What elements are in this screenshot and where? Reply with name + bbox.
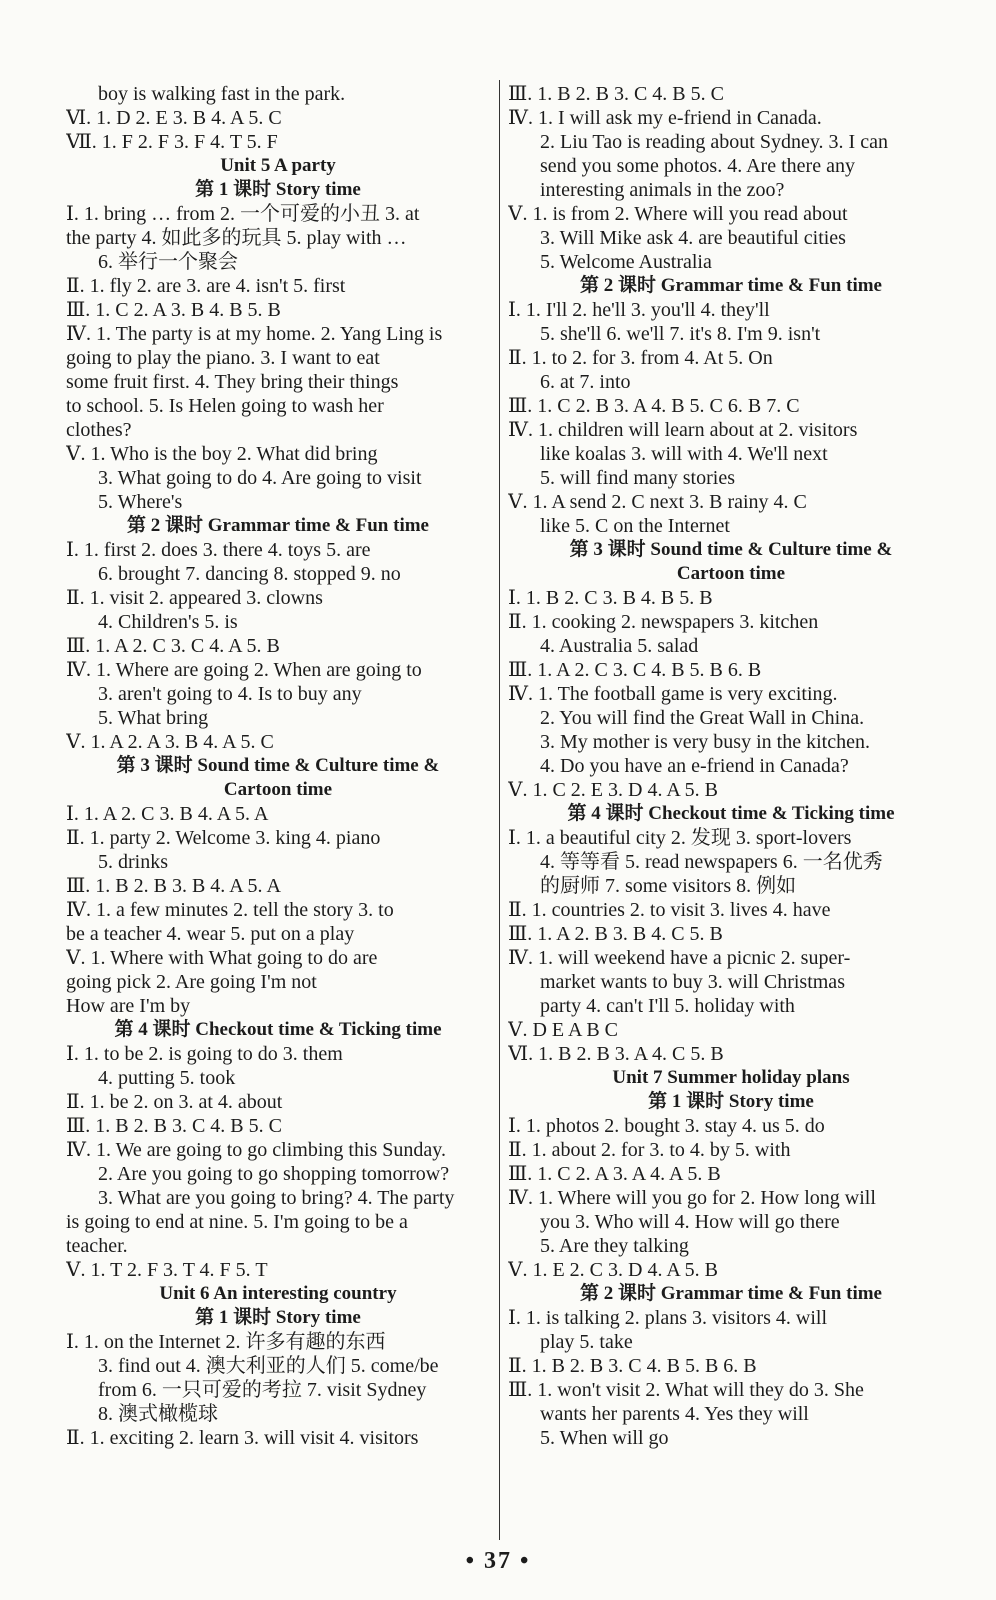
answer-line: 8. 澳式橄榄球 <box>98 1403 218 1425</box>
answer-line: 4. Children's 5. is <box>98 611 238 633</box>
answer-line: 2. You will find the Great Wall in China. <box>540 707 865 729</box>
answer-line: Ⅳ. 1. The football game is very exciting. <box>508 683 838 705</box>
answer-line: Ⅱ. 1. visit 2. appeared 3. clowns <box>66 587 323 609</box>
answer-line: How are I'm by <box>66 995 191 1017</box>
answer-line: Ⅲ. 1. won't visit 2. What will they do 3. She <box>508 1379 864 1401</box>
answer-line: market wants to buy 3. will Christmas <box>540 971 845 993</box>
answer-line: Ⅲ. 1. B 2. B 3. C 4. B 5. C <box>66 1115 282 1137</box>
answer-line: 2. Liu Tao is reading about Sydney. 3. I can <box>540 131 888 153</box>
section-heading: 第 3 课时 Sound time & Culture time & <box>116 755 440 776</box>
answer-line: the party 4. 如此多的玩具 5. play with … <box>66 227 407 249</box>
answer-line: Ⅰ. 1. B 2. C 3. B 4. B 5. B <box>508 587 713 609</box>
answer-line: Ⅳ. 1. The party is at my home. 2. Yang Ling is <box>66 323 443 345</box>
section-heading: Unit 5 A party <box>220 155 336 176</box>
answer-line: Ⅱ. 1. about 2. for 3. to 4. by 5. with <box>508 1139 791 1161</box>
answer-line: Ⅴ. 1. Where with What going to do are <box>66 947 378 969</box>
right-column <box>508 82 954 1450</box>
answer-line: Ⅱ. 1. fly 2. are 3. are 4. isn't 5. first <box>66 275 346 297</box>
section-heading: Unit 7 Summer holiday plans <box>612 1067 850 1088</box>
answer-line: is going to end at nine. 5. I'm going to be a <box>66 1211 408 1233</box>
answer-line: Ⅳ. 1. Where are going 2. When are going to <box>66 659 422 681</box>
answer-line: Ⅰ. 1. to be 2. is going to do 3. them <box>66 1043 343 1065</box>
answer-line: going pick 2. Are going I'm not <box>66 971 317 993</box>
answer-line: Ⅴ. 1. Who is the boy 2. What did bring <box>66 443 378 465</box>
answer-line: be a teacher 4. wear 5. put on a play <box>66 923 355 945</box>
answer-line: boy is walking fast in the park. <box>98 83 346 105</box>
answer-line: Ⅰ. 1. a beautiful city 2. 发现 3. sport-lovers <box>508 827 852 849</box>
answer-line: interesting animals in the zoo? <box>540 179 785 201</box>
answer-line: Ⅰ. 1. is talking 2. plans 3. visitors 4. will <box>508 1307 828 1329</box>
answer-line: going to play the piano. 3. I want to eat <box>66 347 380 369</box>
answer-line: 3. find out 4. 澳大利亚的人们 5. come/be <box>98 1355 439 1377</box>
section-heading: 第 3 课时 Sound time & Culture time & <box>569 539 893 560</box>
answer-line: to school. 5. Is Helen going to wash her <box>66 395 384 417</box>
page-number: • 37 • <box>465 1548 531 1574</box>
answer-line: Ⅱ. 1. cooking 2. newspapers 3. kitchen <box>508 611 819 633</box>
answer-line: Ⅲ. 1. C 2. B 3. A 4. B 5. C 6. B 7. C <box>508 395 800 417</box>
answer-line: from 6. 一只可爱的考拉 7. visit Sydney <box>98 1379 427 1401</box>
answer-line: Ⅴ. 1. C 2. E 3. D 4. A 5. B <box>508 779 719 801</box>
section-heading: 第 2 课时 Grammar time & Fun time <box>579 1283 882 1304</box>
answer-line: 3. My mother is very busy in the kitchen. <box>540 731 870 753</box>
section-heading: 第 1 课时 Story time <box>195 179 361 200</box>
answer-line: 6. at 7. into <box>540 371 631 393</box>
answer-line: 5. When will go <box>540 1427 669 1449</box>
answer-line: Ⅳ. 1. We are going to go climbing this Sunday. <box>66 1139 446 1161</box>
answer-line: 4. putting 5. took <box>98 1067 236 1089</box>
answer-line: 3. aren't going to 4. Is to buy any <box>98 683 362 705</box>
answer-line: Ⅰ. 1. first 2. does 3. there 4. toys 5. are <box>66 539 371 561</box>
answer-line: Ⅴ. 1. A send 2. C next 3. B rainy 4. C <box>508 491 807 513</box>
answer-line: Ⅴ. D E A B C <box>508 1019 619 1041</box>
section-heading: 第 2 课时 Grammar time & Fun time <box>126 515 429 536</box>
answer-line: Ⅲ. 1. B 2. B 3. B 4. A 5. A <box>66 875 281 897</box>
answer-line: 5. she'll 6. we'll 7. it's 8. I'm 9. isn't <box>540 323 821 345</box>
section-heading: 第 1 课时 Story time <box>648 1091 814 1112</box>
answer-line: Ⅱ. 1. exciting 2. learn 3. will visit 4. visitors <box>66 1427 419 1449</box>
answer-line: Ⅲ. 1. A 2. C 3. C 4. B 5. B 6. B <box>508 659 762 681</box>
answer-line: 5. What bring <box>98 707 209 729</box>
answer-line: Ⅴ. 1. E 2. C 3. D 4. A 5. B <box>508 1259 719 1281</box>
answer-line: Ⅲ. 1. A 2. C 3. C 4. A 5. B <box>66 635 280 657</box>
answer-line: play 5. take <box>540 1331 633 1353</box>
answer-line: 5. drinks <box>98 851 168 873</box>
column-divider <box>499 80 500 1540</box>
answer-line: Ⅰ. 1. photos 2. bought 3. stay 4. us 5. do <box>508 1115 825 1137</box>
answer-line: Ⅴ. 1. is from 2. Where will you read about <box>508 203 848 225</box>
answer-line: 4. Australia 5. salad <box>540 635 699 657</box>
answer-line: Ⅵ. 1. D 2. E 3. B 4. A 5. C <box>66 107 282 129</box>
answer-line: teacher. <box>66 1235 128 1257</box>
section-heading: Cartoon time <box>223 779 333 800</box>
answer-line: Ⅱ. 1. countries 2. to visit 3. lives 4. have <box>508 899 831 921</box>
answer-line: 5. Welcome Australia <box>540 251 712 273</box>
answer-line: 3. What going to do 4. Are going to visit <box>98 467 422 489</box>
section-heading: 第 1 课时 Story time <box>195 1307 361 1328</box>
answer-line: party 4. can't I'll 5. holiday with <box>540 995 795 1017</box>
answer-line: 5. will find many stories <box>540 467 735 489</box>
answer-line: Ⅲ. 1. C 2. A 3. A 4. A 5. B <box>508 1163 721 1185</box>
answer-line: some fruit first. 4. They bring their things <box>66 371 399 393</box>
answer-line: send you some photos. 4. Are there any <box>540 155 855 177</box>
answer-line: Ⅰ. 1. I'll 2. he'll 3. you'll 4. they'll <box>508 299 770 321</box>
answer-line: Ⅲ. 1. B 2. B 3. C 4. B 5. C <box>508 83 724 105</box>
answer-line: Ⅱ. 1. party 2. Welcome 3. king 4. piano <box>66 827 381 849</box>
answer-line: 2. Are you going to go shopping tomorrow? <box>98 1163 450 1185</box>
answer-line: Ⅳ. 1. will weekend have a picnic 2. super- <box>508 947 851 969</box>
answer-line: Ⅱ. 1. to 2. for 3. from 4. At 5. On <box>508 347 773 369</box>
answer-line: Ⅶ. 1. F 2. F 3. F 4. T 5. F <box>66 131 278 153</box>
answer-line: Ⅰ. 1. bring … from 2. 一个可爱的小丑 3. at <box>66 203 420 225</box>
section-heading: Unit 6 An interesting country <box>159 1283 397 1304</box>
left-column <box>66 82 490 1450</box>
answer-line: 4. 等等看 5. read newspapers 6. 一名优秀 <box>540 851 883 873</box>
answer-line: like 5. C on the Internet <box>540 515 730 537</box>
answer-line: Ⅳ. 1. children will learn about at 2. visitors <box>508 419 858 441</box>
answer-line: Ⅵ. 1. B 2. B 3. A 4. C 5. B <box>508 1043 724 1065</box>
section-heading: 第 4 课时 Checkout time & Ticking time <box>114 1019 442 1040</box>
section-heading: 第 2 课时 Grammar time & Fun time <box>579 275 882 296</box>
answer-line: Ⅳ. 1. a few minutes 2. tell the story 3. to <box>66 899 394 921</box>
answer-line: 5. Where's <box>98 491 183 513</box>
answer-line: 3. What are you going to bring? 4. The party <box>98 1187 455 1209</box>
answer-line: 的厨师 7. some visitors 8. 例如 <box>540 875 797 897</box>
answer-line: 6. brought 7. dancing 8. stopped 9. no <box>98 563 401 585</box>
answer-line: Ⅲ. 1. C 2. A 3. B 4. B 5. B <box>66 299 281 321</box>
answer-line: like koalas 3. will with 4. We'll next <box>540 443 828 465</box>
answer-line: Ⅴ. 1. A 2. A 3. B 4. A 5. C <box>66 731 274 753</box>
answer-line: Ⅴ. 1. T 2. F 3. T 4. F 5. T <box>66 1259 268 1281</box>
answer-line: you 3. Who will 4. How will go there <box>540 1211 840 1233</box>
answer-line: Ⅳ. 1. I will ask my e-friend in Canada. <box>508 107 822 129</box>
answer-line: 3. Will Mike ask 4. are beautiful cities <box>540 227 846 249</box>
answer-line: Ⅱ. 1. be 2. on 3. at 4. about <box>66 1091 283 1113</box>
answer-line: Ⅰ. 1. on the Internet 2. 许多有趣的东西 <box>66 1331 386 1353</box>
answer-line: Ⅳ. 1. Where will you go for 2. How long will <box>508 1187 876 1209</box>
answer-line: 6. 举行一个聚会 <box>98 251 238 273</box>
answer-line: Ⅱ. 1. B 2. B 3. C 4. B 5. B 6. B <box>508 1355 757 1377</box>
answer-line: 5. Are they talking <box>540 1235 689 1257</box>
answer-line: Ⅲ. 1. A 2. B 3. B 4. C 5. B <box>508 923 723 945</box>
section-heading: Cartoon time <box>676 563 786 584</box>
section-heading: 第 4 课时 Checkout time & Ticking time <box>567 803 895 824</box>
answer-line: Ⅰ. 1. A 2. C 3. B 4. A 5. A <box>66 803 269 825</box>
answer-line: clothes? <box>66 419 132 441</box>
answer-line: wants her parents 4. Yes they will <box>540 1403 809 1425</box>
answer-line: 4. Do you have an e-friend in Canada? <box>540 755 849 777</box>
